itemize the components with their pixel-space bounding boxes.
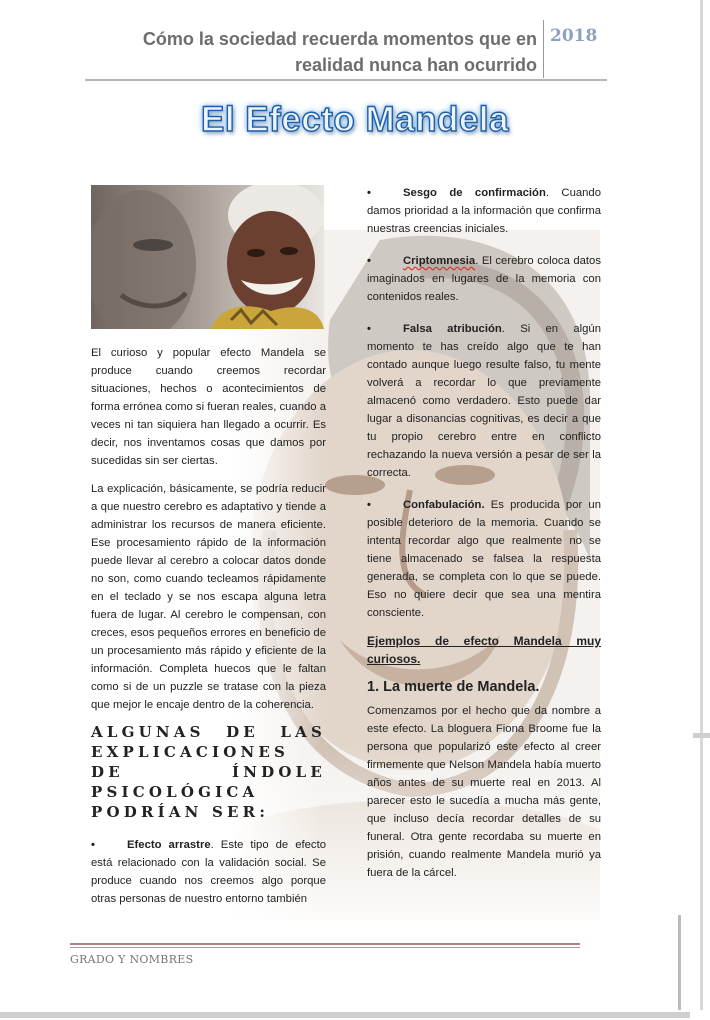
footer-rule <box>70 943 580 945</box>
bullet-text: Es producida por un posible deterioro de la memoria. Cuando se intenta recordar algo que realmente no se tiene almacenado se falsea la respuesta generada, se completa con lo que se puede. Eso no quiere decir que sea una mentira consciente. <box>367 499 601 619</box>
page-edge <box>700 0 703 1010</box>
intro-paragraph: El curioso y popular efecto Mandela se produce cuando creemos recordar situaciones, hechos o acontecimientos de forma errónea como si fueran reales, cuando a veces ni tan siquiera han llegado a ocurrir. Es decir, nos inventamos cosas que damos por sucedidas sin ser ciertas. <box>91 347 326 467</box>
header-year: 2018 <box>550 26 598 46</box>
list-item <box>91 836 326 908</box>
examples-heading: Ejemplos de efecto Mandela muy curiosos. <box>367 634 601 666</box>
bullet-term: Falsa atribución <box>403 323 502 335</box>
right-column <box>367 184 601 882</box>
page-bottom-edge <box>0 1012 690 1018</box>
page-header <box>85 20 607 80</box>
bullet-marker: • <box>367 255 371 267</box>
example-paragraph: Comenzamos por el hecho que da nombre a este efecto. La bloguera Fiona Broome fue la persona que popularizó este efecto al creer firmemente que Nelson Mandela había muerto años antes de su muerte real en 2013. Al parecer esto le sucedía a mucha más gente, que incluso decía recordar detalles de su funeral. Otra gente recordaba su muerte en prisión, cuando realmente Mandela murió ya fuera de la cárcel. <box>367 705 601 879</box>
header-rule <box>85 79 607 81</box>
list-item <box>367 252 601 306</box>
footer-text: GRADO Y NOMBRES <box>70 953 194 966</box>
list-item <box>367 184 601 238</box>
bullet-text: . El cerebro coloca datos imaginados en lugares de la memoria con contenidos reales. <box>367 255 601 303</box>
bullet-marker: • <box>367 499 371 511</box>
page-edge-inner <box>678 915 681 1010</box>
list-item <box>367 496 601 622</box>
explanation-paragraph <box>91 480 326 714</box>
bullet-term: Confabulación. <box>403 499 485 511</box>
bullet-marker: • <box>367 187 371 199</box>
psychology-heading: ALGUNAS DE LAS EXPLICACIONES DE ÍNDOLE PSICOLÓGICA PODRÍAN SER: <box>91 723 326 821</box>
bullet-marker: • <box>367 323 371 335</box>
footer-rule-thin <box>70 947 580 948</box>
bullet-marker: • <box>91 839 95 851</box>
header-divider <box>543 20 544 78</box>
margin-marker <box>693 733 710 738</box>
mandela-photo <box>91 185 324 329</box>
bullet-term: Sesgo de confirmación <box>403 187 546 199</box>
list-item <box>367 320 601 482</box>
document-title: El Efecto Mandela <box>200 100 510 139</box>
bullet-text: . Cuando damos prioridad a la información que confirma nuestras creencias iniciales. <box>367 187 601 235</box>
left-column <box>91 344 326 908</box>
portrait-image <box>91 185 324 329</box>
header-title: Cómo la sociedad recuerda momentos que en realidad nunca han ocurrido <box>142 29 537 75</box>
bullet-text: . Si en algún momento te has creído algo que te han contado aunque luego resulte falso, tu mente volverá a recordar lo que previamente almacenó como verdadero. Esto puede dar lugar a disonancias cognitivas, es decir a que tu propio cerebro entre en conflicto rechazando la nueva versión a pesar de ser la correcta. <box>367 323 601 479</box>
bullet-term: Criptomnesia <box>403 255 476 267</box>
explanation-text: La explicación, básicamente, se podría reducir a que nuestro cerebro es adaptativo y tiende a administrar los recursos de manera eficiente. Ese procesamiento rápido de la información puede llevar al cerebro a colocar datos donde no son, como cuando tecleamos rápidamente en el teclado y se nos escapa alguna letra fuera de lugar. Al cerebro le compensan, con creces, esos pequeños errores en beneficio de un procesamiento más rápido y eficiente de la información. Completa huecos que le faltan como si de un puzzle se tratase con la pieza que mejor le encaje dentro de la coherencia. <box>91 483 326 711</box>
example-title: 1. La muerte de Mandela. <box>367 679 540 695</box>
bullet-text: . Este tipo de efecto está relacionado con la validación social. Se produce cuando nos creemos algo porque otras personas de nuestro entorno también <box>91 839 326 905</box>
bullet-term: Efecto arrastre <box>127 839 211 851</box>
